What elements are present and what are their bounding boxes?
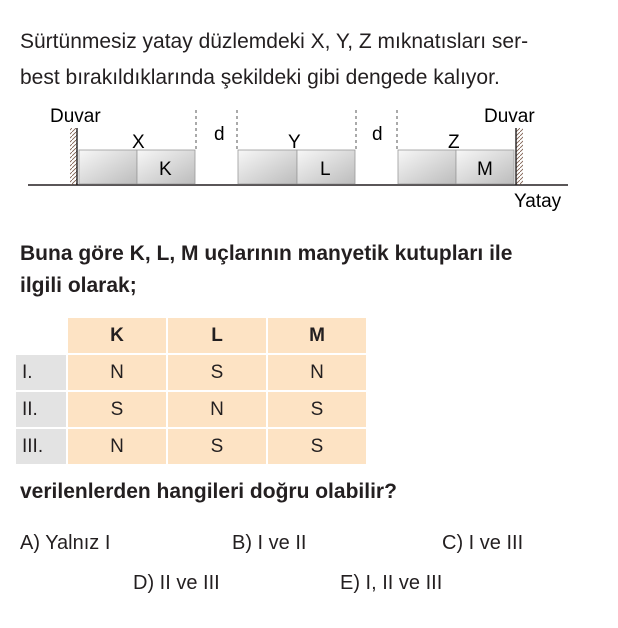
option-e[interactable]: E) I, II ve III — [340, 572, 443, 594]
header-k: K — [68, 318, 166, 353]
prompt-line-2: ilgili olarak; — [20, 274, 137, 297]
magnet-y — [238, 150, 355, 184]
table-cell: S — [268, 429, 366, 464]
magnet-x-label: X — [132, 132, 145, 153]
left-wall — [70, 128, 77, 185]
table-header-row — [16, 318, 366, 353]
magnet-x — [79, 150, 195, 184]
table-cell: N — [68, 429, 166, 464]
magnet-z — [398, 150, 514, 184]
header-m: M — [268, 318, 366, 353]
poles-table — [14, 316, 368, 466]
magnet-z-end-label: M — [477, 159, 493, 180]
header-l: L — [168, 318, 266, 353]
option-a[interactable]: A) Yalnız I — [20, 532, 111, 554]
floor-label: Yatay — [514, 191, 562, 212]
table-cell: S — [168, 429, 266, 464]
table-cell: S — [68, 392, 166, 427]
magnet-z-label: Z — [448, 132, 460, 153]
gap-2-label: d — [372, 124, 383, 145]
row-label: I. — [16, 355, 66, 390]
table-cell: N — [268, 355, 366, 390]
table-row — [16, 429, 366, 464]
right-wall — [516, 128, 523, 185]
option-b[interactable]: B) I ve II — [232, 532, 307, 554]
row-label: III. — [16, 429, 66, 464]
prompt-line-1: Buna göre K, L, M uçlarının manyetik kutupları ile — [20, 242, 513, 265]
question-line-1: Sürtünmesiz yatay düzlemdeki X, Y, Z mıknatısları ser- — [20, 30, 529, 53]
table-cell: N — [68, 355, 166, 390]
table-cell: S — [268, 392, 366, 427]
option-d[interactable]: D) II ve III — [133, 572, 220, 594]
question-line-2: best bırakıldıklarında şekildeki gibi dengede kalıyor. — [20, 66, 500, 89]
table-cell: N — [168, 392, 266, 427]
magnet-y-label: Y — [288, 132, 301, 153]
question-text — [20, 24, 600, 96]
table-row — [16, 355, 366, 390]
prompt-text — [20, 238, 600, 302]
row-label: II. — [16, 392, 66, 427]
ask-text: verilenlerden hangileri doğru olabilir? — [20, 480, 397, 503]
left-wall-label: Duvar — [50, 106, 101, 127]
magnet-x-end-label: K — [159, 159, 172, 180]
table-row — [16, 392, 366, 427]
table-cell: S — [168, 355, 266, 390]
gap-1-label: d — [214, 124, 225, 145]
magnet-figure — [0, 100, 618, 220]
magnet-y-end-label: L — [320, 159, 331, 180]
right-wall-label: Duvar — [484, 106, 535, 127]
option-c[interactable]: C) I ve III — [442, 532, 524, 554]
